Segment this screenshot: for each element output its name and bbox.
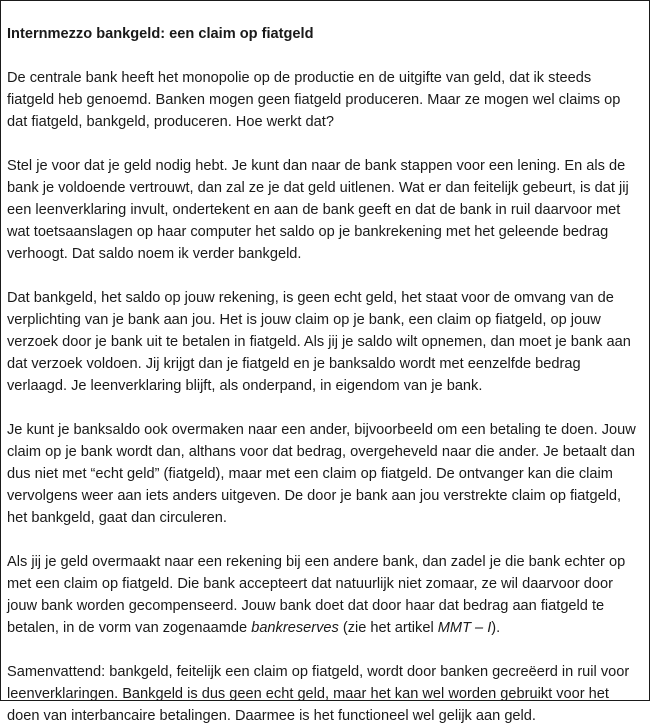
paragraph-4: Je kunt je banksaldo ook overmaken naar een ander, bijvoorbeeld om een betaling te doen. Jouw claim op je bank wordt dan, althans voor dat bedrag, overgeheveld naar die ander. Je betaalt dan dus niet met “echt geld” (fiatgeld), maar met een claim op fiatgeld. De ontvanger kan die claim vervolgens weer aan iets anders uitgeven. De door je bank aan jou verstrekte claim op fiatgeld, het bankgeld, gaat dan circuleren. xyxy=(7,422,636,526)
document-title: Internmezzo bankgeld: een claim op fiatgeld xyxy=(7,26,314,42)
paragraph-1: De centrale bank heeft het monopolie op de productie en de uitgifte van geld, dat ik steeds fiatgeld heb genoemd. Banken mogen geen fiatgeld produceren. Maar ze mogen wel claims op dat fiatgeld, bankgeld, produceren. Hoe werkt dat? xyxy=(7,70,621,130)
paragraph-5-text-end: ). xyxy=(491,620,501,636)
paragraph-2: Stel je voor dat je geld nodig hebt. Je kunt dan naar de bank stappen voor een lening. En als de bank je voldoende vertrouwt, dan zal ze je dat geld uitlenen. Wat er dan feitelijk gebeurt, is dat jij een leenverklaring invult, ondertekent en aan de bank geeft en dat de bank in ruil daarvoor met wat toetsaanslagen op haar computer het saldo op je bankrekening met het geleende bedrag verhoogt. Dat saldo noem ik verder bankgeld. xyxy=(7,158,629,262)
document-body xyxy=(7,23,641,727)
paragraph-5-text-start: Als jij je geld overmaakt naar een rekening bij een andere bank, dan zadel je die bank echter op met een claim op fiatgeld. Die bank accepteert dat natuurlijk niet zomaar, ze wil daarvoor door jouw bank worden gecompenseerd. Jouw bank doet dat door haar dat bedrag aan fiatgeld te betalen, in de vorm van zogenaamde xyxy=(7,554,626,636)
article-reference: MMT – I xyxy=(437,620,492,636)
term-bankreserves: bankreserves xyxy=(251,620,339,636)
paragraph-6: Samenvattend: bankgeld, feitelijk een claim op fiatgeld, wordt door banken gecreëerd in ruil voor leenverklaringen. Bankgeld is dus geen echt geld, maar het kan wel worden gebruikt voor het doen van interbancaire betalingen. Daarmee is het functioneel wel gelijk aan geld. xyxy=(7,664,630,724)
paragraph-5 xyxy=(7,551,641,639)
paragraph-5-text-mid: (zie het artikel xyxy=(338,620,438,636)
paragraph-3: Dat bankgeld, het saldo op jouw rekening, is geen echt geld, het staat voor de omvang van de verplichting van je bank aan jou. Het is jouw claim op je bank, een claim op fiatgeld, op jouw verzoek door je bank uit te betalen in fiatgeld. Als jij je saldo wilt opnemen, dan moet je bank aan dat verzoek voldoen. Jij krijgt dan je fiatgeld en je banksaldo wordt met eenzelfde bedrag verlaagd. Je leenverklaring blijft, als onderpand, in eigendom van je bank. xyxy=(7,290,631,394)
